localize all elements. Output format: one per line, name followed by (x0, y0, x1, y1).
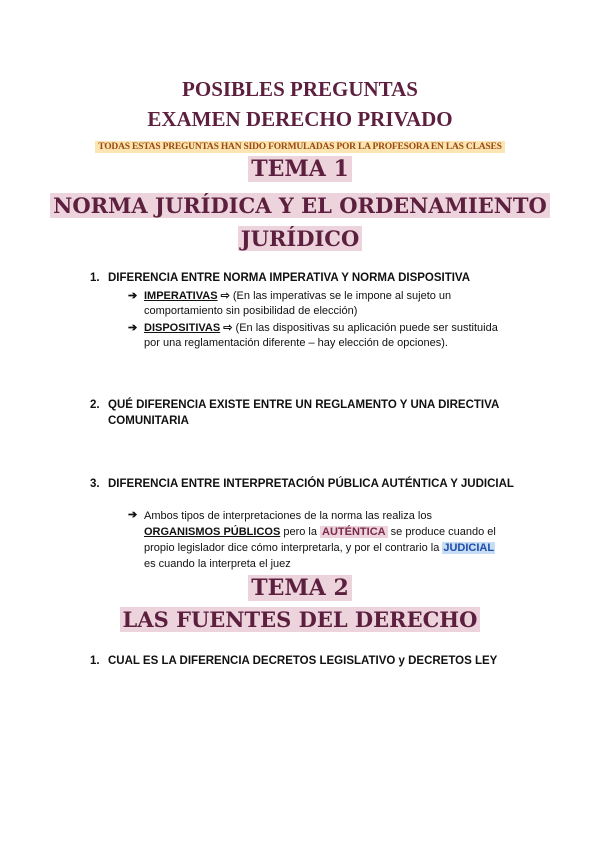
bullet-text: (En las imperativas se le impone al sujeto un comportamiento sin posibilidad de elección) (144, 290, 452, 317)
tema2-question-1 (90, 653, 540, 669)
tema2-label-text: TEMA 2 (248, 575, 352, 601)
bullet-text-part4: es cuando la interpreta el juez (144, 558, 291, 570)
document-title-line2: EXAMEN DERECHO PRIVADO (147, 107, 453, 131)
document-subtitle (0, 136, 600, 154)
question-2 (90, 397, 540, 429)
question-number: 1. (90, 655, 100, 667)
document-title-line1: POSIBLES PREGUNTAS (182, 77, 418, 101)
bullet-text-part1: Ambos tipos de interpretaciones de la norma las realiza los (144, 510, 432, 522)
tema2-title-text: LAS FUENTES DEL DERECHO (120, 607, 481, 632)
right-arrow-icon: ⇨ (223, 322, 233, 334)
question-text: CUAL ES LA DIFERENCIA DECRETOS LEGISLATIVO y DECRETOS LEY (108, 655, 498, 667)
question-1 (90, 270, 540, 286)
keyword-judicial: JUDICIAL (443, 542, 495, 554)
question-number: 2. (90, 399, 100, 411)
keyword-dispositivas: DISPOSITIVAS (144, 322, 221, 334)
tema1-title-line2 (0, 226, 600, 251)
arrow-bullet-icon: ➔ (128, 322, 138, 334)
question-number: 1. (90, 272, 100, 284)
bullet-text: (En las dispositivas su aplicación puede ser sustituida por una reglamentación diferente – hay elección de opciones). (144, 322, 498, 349)
bullet-text-part2: pero la (280, 526, 321, 538)
right-arrow-icon: ⇨ (220, 290, 230, 302)
tema1-title-line1 (0, 193, 600, 218)
arrow-bullet-icon: ➔ (128, 290, 138, 302)
subtitle-highlight: TODAS ESTAS PREGUNTAS HAN SIDO FORMULADAS POR LA PROFESORA EN LAS CLASES (95, 141, 504, 153)
tema1-label (0, 156, 600, 182)
question-text: DIFERENCIA ENTRE NORMA IMPERATIVA Y NORMA DISPOSITIVA (108, 272, 471, 284)
tema2-label (0, 575, 600, 601)
bullet-text-part3: se produce cuando el propio legislador dice cómo interpretarla, y por el contrario la (144, 526, 496, 554)
tema1-title-line1-text: NORMA JURÍDICA Y EL ORDENAMIENTO (50, 193, 550, 218)
question-text: QUÉ DIFERENCIA EXISTE ENTRE UN REGLAMENTO Y UNA DIRECTIVA COMUNITARIA (108, 399, 499, 427)
keyword-organismos-publicos: ORGANISMOS PÚBLICOS (144, 526, 281, 538)
tema1-label-text: TEMA 1 (248, 156, 352, 182)
bullet-interpretacion (128, 508, 508, 572)
tema2-title (0, 607, 600, 632)
tema1-title-line2-text: JURÍDICO (238, 226, 363, 251)
question-text: DIFERENCIA ENTRE INTERPRETACIÓN PÚBLICA AUTÉNTICA Y JUDICIAL (108, 478, 514, 490)
keyword-imperativas: IMPERATIVAS (144, 290, 218, 302)
question-number: 3. (90, 478, 100, 490)
arrow-bullet-icon: ➔ (128, 509, 138, 521)
bullet-imperativas (128, 289, 508, 319)
keyword-autentica: AUTÉNTICA (322, 526, 386, 538)
question-3 (90, 476, 540, 492)
bullet-dispositivas (128, 321, 508, 351)
